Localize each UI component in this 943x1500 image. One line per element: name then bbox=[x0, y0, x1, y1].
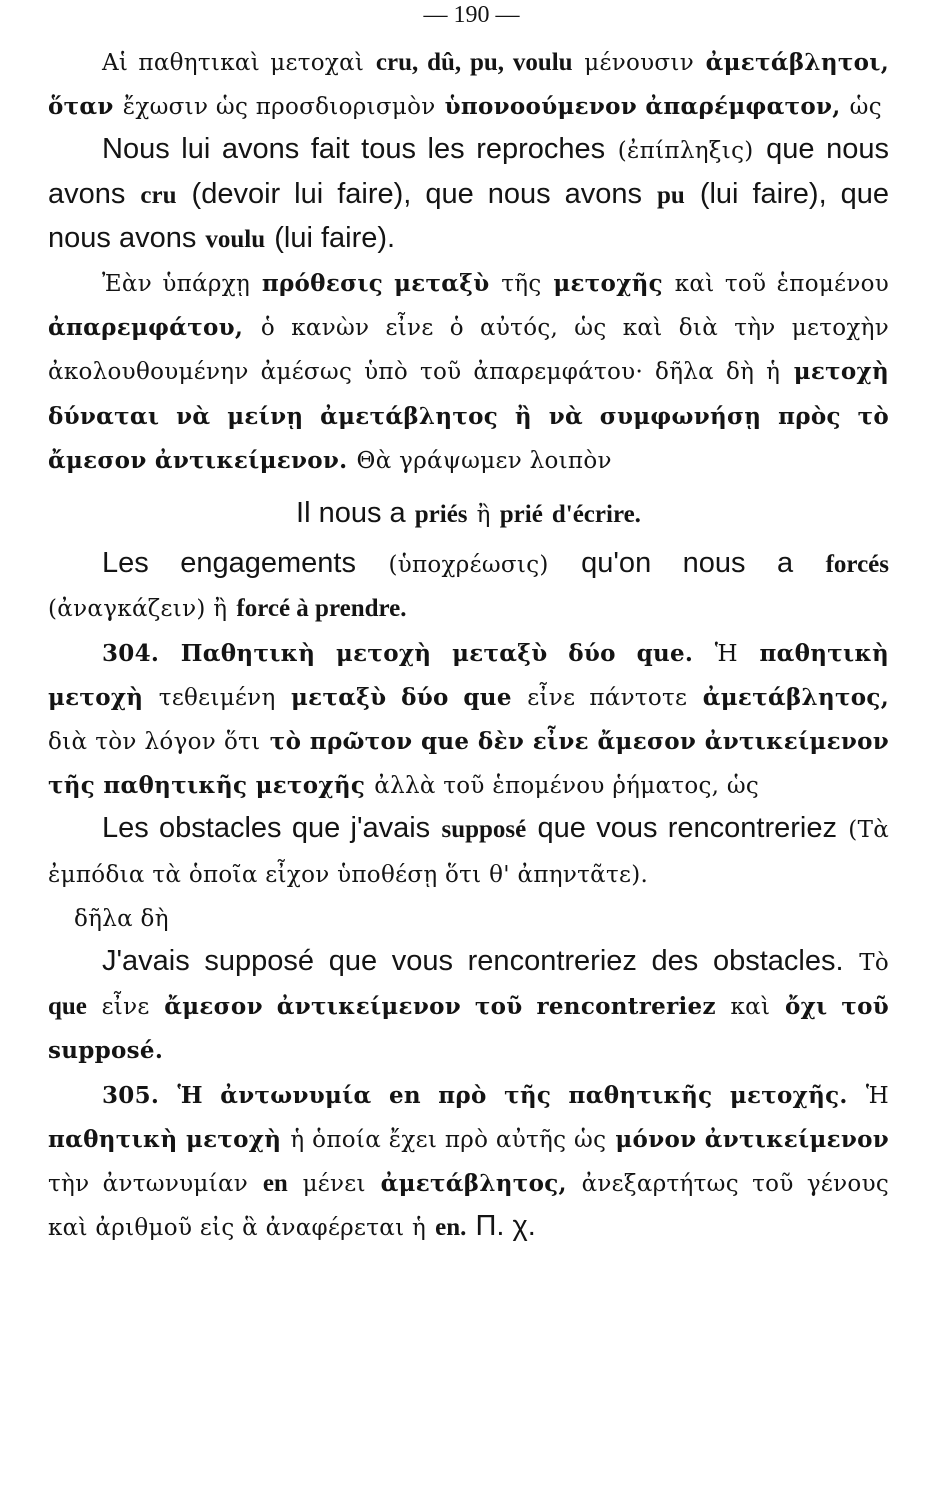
paragraph-preposition-rule: Ἐὰν ὑπάρχῃ πρόθεσις μεταξὺ τῆς μετοχῆς καὶ τοῦ ἑπομένου ἀπαρεμφάτου, ὁ κανὼν εἶνε ὁ αὐτός, ὡς καὶ διὰ τὴν μετοχὴν ἀκολουθουμένην ἀμέσως ὑπὸ τοῦ ἀπαρεμφάτου· δῆλα δὴ ἡ μετοχὴ δύναται νὰ μείνῃ ἀμετάβλητος ἢ νὰ συμφωνήσῃ πρὸς τὸ ἄμεσον ἀντικείμενον. Θὰ γράψωμεν λοιπὸν bbox=[48, 270, 890, 474]
section-number: 305. bbox=[102, 1081, 160, 1109]
page-number: — 190 — bbox=[423, 2, 520, 28]
that-is-line: δῆλα δὴ bbox=[74, 905, 169, 932]
section-title: Παθητικὴ μετοχὴ μεταξὺ δύο que. bbox=[180, 639, 694, 667]
section-304: 304. Παθητικὴ μετοχὴ μεταξὺ δύο que. Ἡ παθητικὴ μετοχὴ τεθειμένη μεταξὺ δύο que εἶνε πάντοτε ἀμετάβλητος, διὰ τὸν λόγον ὅτι τὸ πρῶτον que δὲν εἶνε ἄμεσον ἀντικείμενον τῆς παθητικῆς μετοχῆς ἀλλὰ τοῦ ἑπομένου ῥήματος, ὡς bbox=[48, 639, 890, 800]
section-title: Ἡ ἀντωνυμία en πρὸ τῆς παθητικῆς μετοχῆς. bbox=[177, 1081, 848, 1109]
example-reproches: Nous lui avons fait tous les reproches (ἐπίπληξις) que nous avons cru (devoir lui faire), que nous avons pu (lui faire), que nous avons voulu (lui faire). bbox=[48, 133, 890, 254]
section-305: 305. Ἡ ἀντωνυμία en πρὸ τῆς παθητικῆς μετοχῆς. Ἡ παθητικὴ μετοχὴ ἡ ὁποία ἔχει πρὸ αὐτῆς ὡς μόνον ἀντικείμενον τὴν ἀντωνυμίαν en μένει ἀμετάβλητος, ἀνεξαρτήτως τοῦ γένους καὶ ἀριθμοῦ εἰς ἃ ἀναφέρεται ἡ en. Π. χ. bbox=[48, 1081, 890, 1243]
page-body bbox=[48, 40, 889, 1249]
example-prier: Il nous a priés ἢ prié d'écrire. bbox=[296, 497, 641, 530]
paragraph-participles-rule: Αἱ παθητικαὶ μετοχαὶ cru, dû, pu, voulu μένουσιν ἀμετάβλητοι, ὅταν ἔχωσιν ὡς προσδιορισμὸν ὑπονοούμενον ἀπαρέμφατον, ὡς bbox=[48, 49, 890, 121]
example-obstacles: Les obstacles que j'avais supposé que vous rencontreriez (Τὰ ἐμπόδια τὰ ὁποῖα εἶχον ὑποθέσῃ ὅτι θ' ἀπηντᾶτε). bbox=[48, 812, 890, 888]
example-supposed: J'avais supposé que vous rencontreriez des obstacles. Τὸ que εἶνε ἄμεσον ἀντικείμενον τοῦ rencontreriez καὶ ὄχι τοῦ supposé. bbox=[48, 945, 890, 1065]
example-engagements: Les engagements (ὑποχρέωσις) qu'on nous a forcés (ἀναγκάζειν) ἢ forcé à prendre. bbox=[48, 547, 890, 623]
section-number: 304. bbox=[102, 639, 160, 667]
